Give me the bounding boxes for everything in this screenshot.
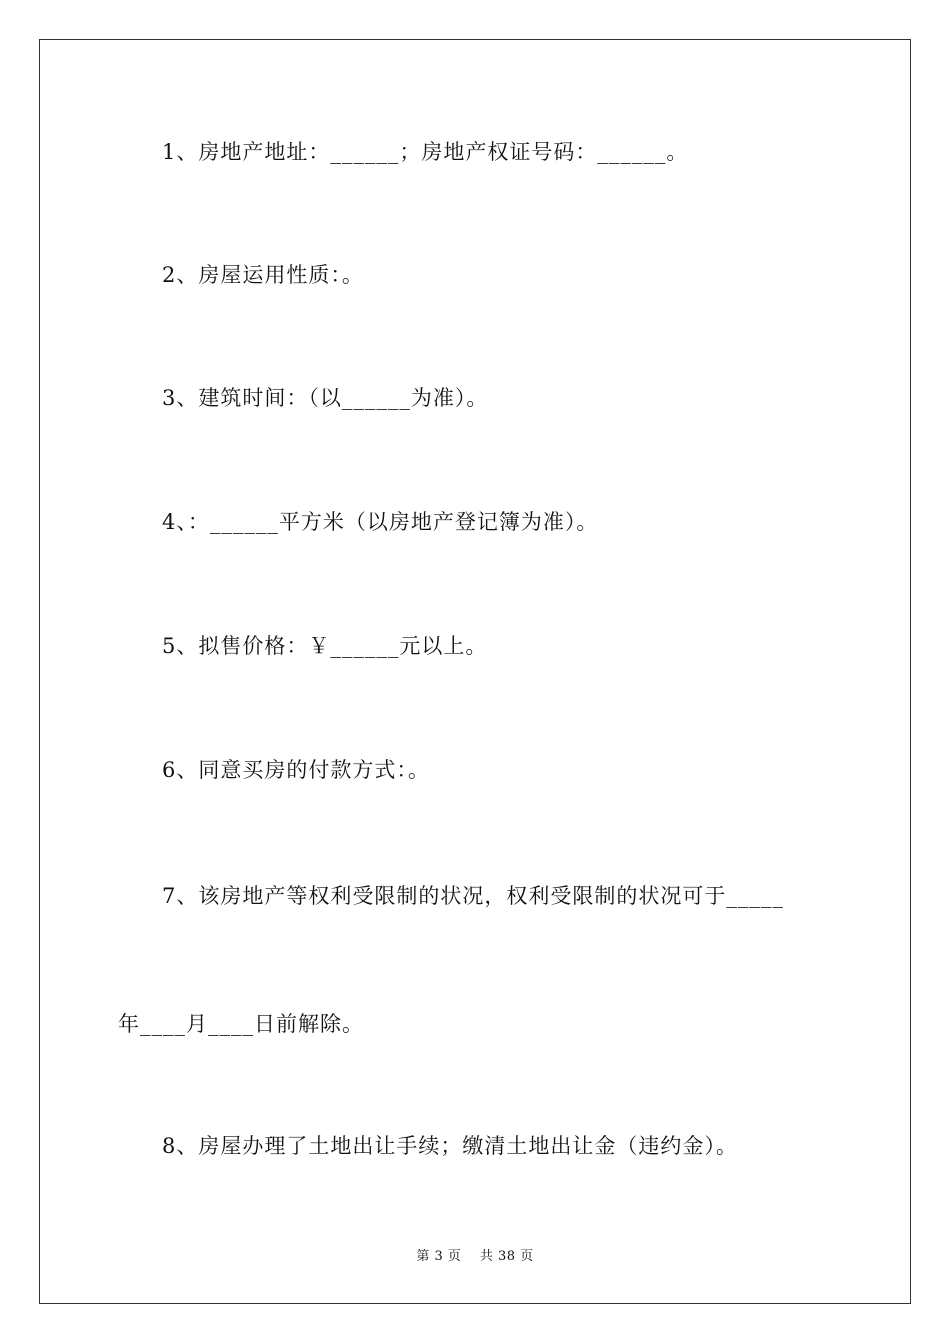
clause-6: 6、同意买房的付款方式：。 (162, 758, 430, 782)
clause-8: 8、房屋办理了土地出让手续；缴清土地出让金（违约金）。 (162, 1134, 738, 1158)
clause-5: 5、拟售价格：￥______元以上。 (162, 634, 488, 658)
page-border (39, 39, 911, 1304)
clause-7: 7、该房地产等权利受限制的状况，权利受限制的状况可于_____ (162, 884, 784, 908)
clause-1: 1、房地产地址：______；房地产权证号码：______。 (162, 140, 689, 164)
page-number: 第 3 页 共 38 页 (416, 1249, 534, 1264)
clause-4: 4、：______平方米（以房地产登记簿为准）。 (162, 510, 599, 534)
clause-2: 2、房屋运用性质：。 (162, 263, 364, 287)
clause-3: 3、建筑时间：（以______为准）。 (162, 386, 489, 410)
clause-7-continuation: 年____月____日前解除。 (118, 1012, 364, 1036)
